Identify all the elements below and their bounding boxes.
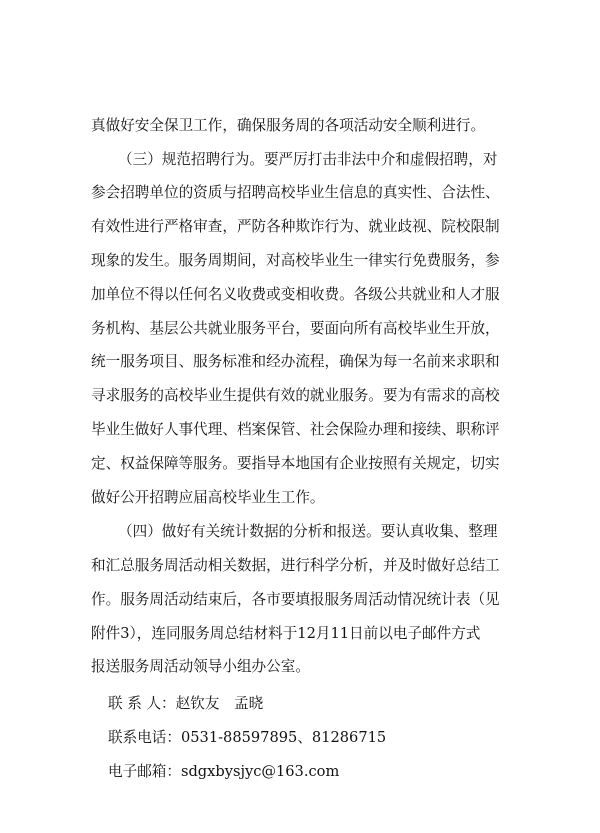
body-line-1: 真做好安全保卫工作，确保服务周的各项活动安全顺利进行。: [91, 117, 486, 134]
contact-phone: 联系电话：0531-88597895、81286715: [108, 729, 387, 746]
body-line-11: 定、权益保障等服务。要指导本地国有企业按照有关规定，切实: [91, 455, 500, 472]
body-line-15: 作。服务周活动结束后，各市要填报服务周活动情况统计表（见: [91, 591, 500, 608]
body-line-4: 有效性进行严格审查，严防各种欺诈行为、就业歧视、院校限制: [91, 218, 500, 235]
body-line-5: 现象的发生。服务周期间，对高校毕业生一律实行免费服务，参: [91, 252, 500, 269]
contact-person: 联 系 人：赵钦友 孟晓: [108, 695, 264, 712]
body-line-12: 做好公开招聘应届高校毕业生工作。: [91, 489, 325, 506]
body-line-16: 附件3），连同服务周总结材料于12月11日前以电子邮件方式: [91, 625, 481, 642]
body-line-10: 毕业生做好人事代理、档案保管、社会保险办理和接续、职称评: [91, 421, 500, 438]
body-line-14: 和汇总服务周活动相关数据，进行科学分析，并及时做好总结工: [91, 557, 500, 574]
section-4-heading-line: （四）做好有关统计数据的分析和报送。要认真收集、整理: [118, 523, 498, 540]
section-3-heading-line: （三）规范招聘行为。要严厉打击非法中介和虚假招聘，对: [118, 151, 498, 168]
body-line-9: 寻求服务的高校毕业生提供有效的就业服务。要为有需求的高校: [91, 387, 500, 404]
body-line-8: 统一服务项目、服务标准和经办流程，确保为每一名前来求职和: [91, 353, 500, 370]
body-line-17: 报送服务周活动领导小组办公室。: [91, 658, 310, 675]
contact-email: 电子邮箱：sdgxbysjyc@163.com: [108, 763, 340, 780]
body-line-3: 参会招聘单位的资质与招聘高校毕业生信息的真实性、合法性、: [91, 184, 500, 201]
body-line-7: 务机构、基层公共就业服务平台，要面向所有高校毕业生开放，: [91, 320, 500, 337]
body-line-6: 加单位不得以任何名义收费或变相收费。各级公共就业和人才服: [91, 286, 500, 303]
